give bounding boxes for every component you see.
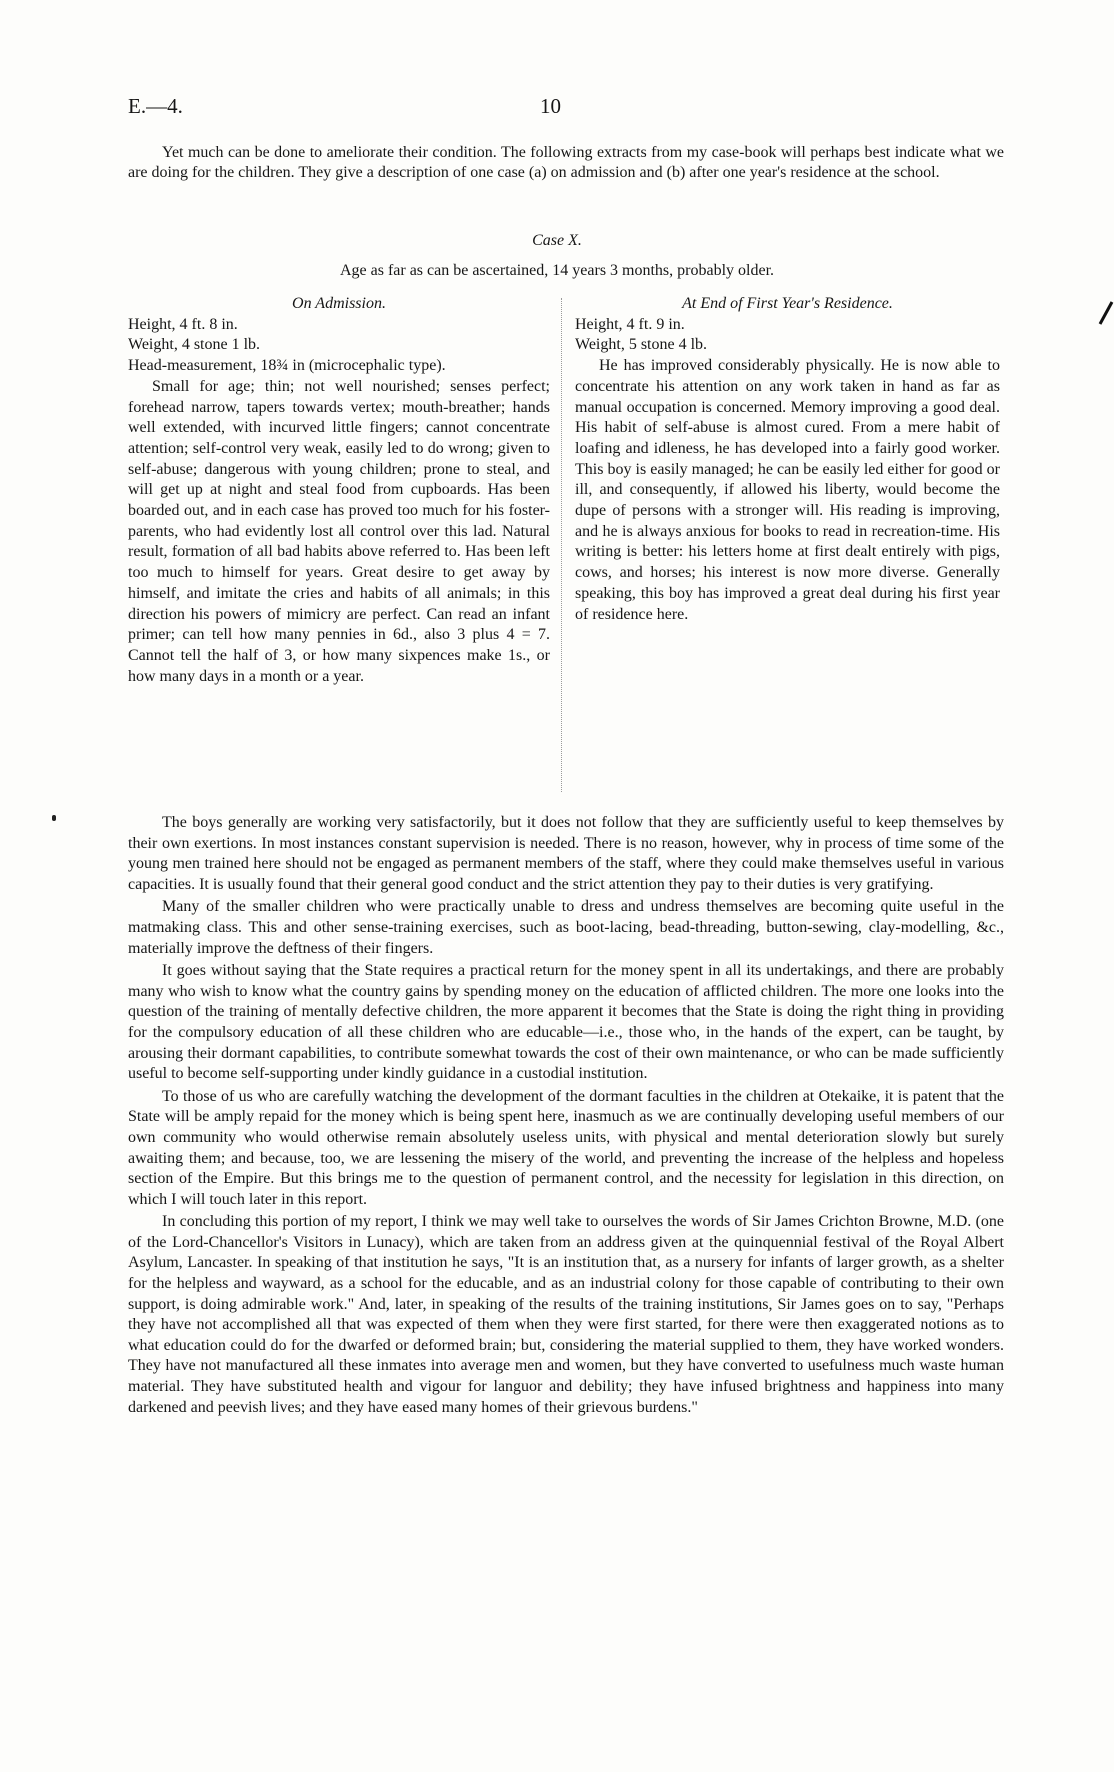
column-divider <box>561 298 562 792</box>
residence-weight: Weight, 5 stone 4 lb. <box>575 336 708 354</box>
body-paragraph: To those of us who are carefully watching the development of the dormant faculties in the children at Otekaike, it is patent that the State will be amply repaid for the money which is being spent here, inasmuch as we are continually developing useful members of our own community who would otherwise remain absolutely useless units, with physical and mental deterioration slowly but surely awaiting them; and because, too, we are lessening the misery of the world, and preventing the increase of the helpless and hopeless section of the Empire. But this brings me to the question of permanent control, and the necessity for legislation in this direction, on which I will touch later in this report. <box>128 1087 1004 1208</box>
case-age: Age as far as can be ascertained, 14 years 3 months, probably older. <box>339 262 775 279</box>
residence-description: He has improved considerably physically. He is now able to concentrate his attention on any work taken in hand as far as manual occupation is concerned. Memory improving a good deal. His habit of self-abuse is almost cured. From a mere habit of loafing and idleness, he has developed into a fairly good worker. This boy is easily managed; he can be easily led either for good or ill, and consequently, if allowed his liberty, would become the dupe of persons with a stronger will. His reading is improving, and he is always anxious for books to read in recreation-time. His writing is better: his letters home at first dealt entirely with pigs, cows, and horses; his interest is now more diverse. Generally speaking, this boy has improved a great deal during his first year of residence here. <box>575 357 1000 623</box>
body-paragraph: In concluding this portion of my report, I think we may well take to ourselves the words of Sir James Crichton Browne, M.D. (one of the Lord-Chancellor's Visitors in Lunacy), which are taken from an address given at the quinquennial festival of the Royal Albert Asylum, Lancaster. In speaking of that institution he says, "It is an institution that, as a nursery for infants of larger growth, as a shelter for the helpless and wayward, as a school for the educable, and as an industrial colony for those capable of contributing to their own support, is doing admirable work." And, later, in speaking of the results of the training institutions, Sir James goes on to say, "Perhaps they have not accomplished all that was expected of them when they were first started, for there were then exaggerated notions as to what education could do for the dwarfed or deformed brain; but, considering the material supplied to them, they have worked wonders. They have not manufactured all these inmates into average men and women, but they have converted to usefulness much waste human material. They have substituted health and vigour for languor and debility; they have infused brightness and happiness into many darkened and peevish lives; and they have eased many homes of their grievous burdens." <box>128 1213 1004 1416</box>
admission-heading: On Admission. <box>292 295 386 312</box>
body-paragraph: The boys generally are working very satisfactorily, but it does not follow that they are sufficiently useful to keep themselves by their own exertions. In most instances constant supervision is needed. There is no reason, however, why in process of time some of the young men trained here should not be engaged as permanent members of the staff, where they could make themselves useful in various capacities. It is usually found that their general good conduct and the strict attention they pay to their duties is very gratifying. <box>128 814 1004 893</box>
admission-height: Height, 4 ft. 8 in. <box>128 315 238 333</box>
margin-pencil-mark <box>1098 300 1114 326</box>
admission-weight: Weight, 4 stone 1 lb. <box>128 336 261 354</box>
body-text <box>128 813 1004 1420</box>
case-title: Case X. <box>532 232 582 249</box>
admission-description: Small for age; thin; not well nourished; senses perfect; forehead narrow, tapers towards vertex; mouth-breather; hands well extended, with incurved little fingers; cannot concentrate attention; self-control very weak, easily led to do wrong; given to self-abuse; dangerous with young children; prone to steal, and will get up at night and steal food from cupboards. Has been boarded out, and in each case has proved too much for his foster-parents, who had evidently lost all control over this lad. Natural result, formation of all bad habits above referred to. Has been left too much to himself for years. Great desire to get away by himself, and imitate the cries and habits of all animals; in this direction his powers of mimicry are perfect. Can read an infant primer; can tell how many pennies in 6d., also 3 plus 4 = 7. Cannot tell the half of 3, or how many sixpences make 1s., or how many days in a month or a year. <box>128 377 550 685</box>
page-number: 10 <box>540 94 561 118</box>
admission-head-measurement: Head-measurement, 18¾ in (microcephalic type). <box>128 357 446 375</box>
intro-paragraph: Yet much can be done to ameliorate their condition. The following extracts from my case-book will perhaps best indicate what we are doing for the children. They give a description of one case (a) on admission and (b) after one year's residence at the school. <box>128 144 1004 181</box>
margin-dot-mark <box>52 815 56 821</box>
admission-column <box>128 294 550 687</box>
residence-column <box>575 294 1000 625</box>
page-reference: E.—4. <box>128 94 183 118</box>
body-paragraph: Many of the smaller children who were practically unable to dress and undress themselves are becoming quite useful in the matmaking class. This and other sense-training exercises, such as boot-lacing, bead-threading, button-sewing, clay-modelling, &c., materially improve the deftness of their fingers. <box>128 898 1004 957</box>
residence-heading: At End of First Year's Residence. <box>682 295 893 312</box>
residence-height: Height, 4 ft. 9 in. <box>575 315 685 333</box>
body-paragraph: It goes without saying that the State requires a practical return for the money spent in all its undertakings, and there are probably many who wish to know what the country gains by spending money on the education of afflicted children. The more one looks into the question of the training of mentally defective children, the more apparent it becomes that the State is doing the right thing in providing for the compulsory education of all these children who are educable—i.e., those who, in the hands of the expert, can be taught, by arousing their dormant capabilities, to contribute somewhat towards the cost of their own maintenance, or who can be made sufficiently useful to become self-supporting under kindly guidance in a custodial institution. <box>128 962 1004 1083</box>
